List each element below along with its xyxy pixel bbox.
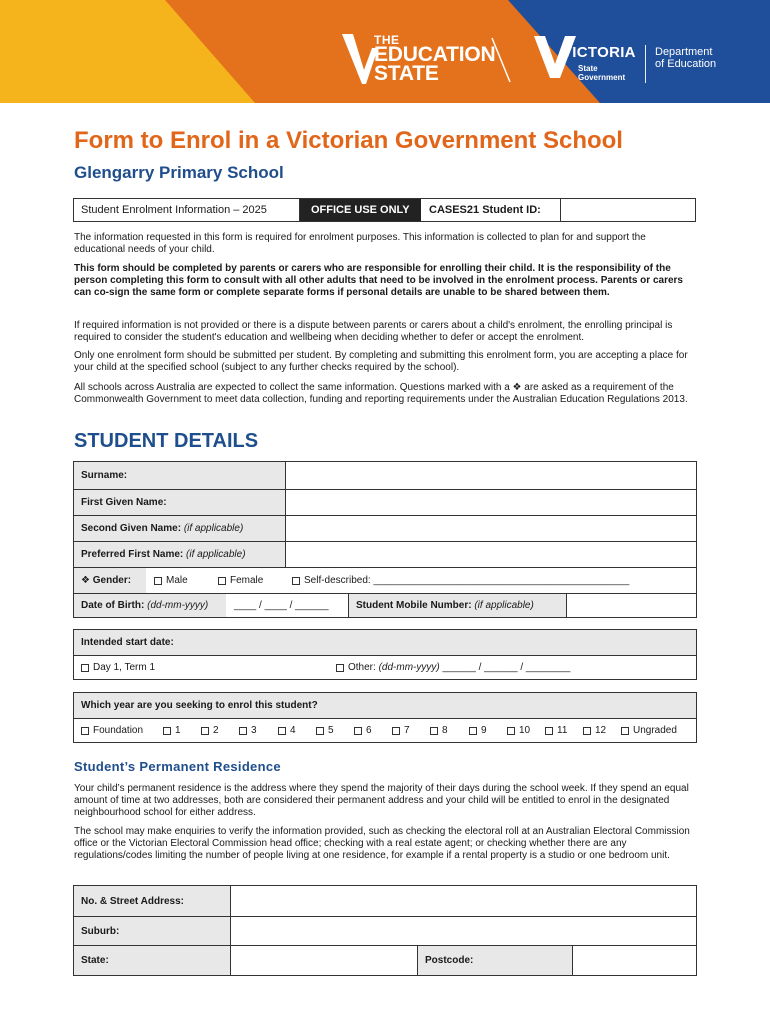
postcode-field[interactable] [573,946,696,975]
year-option[interactable] [163,719,181,742]
victoria-wordmark: VICTORIA [562,44,636,61]
preferred-first-name-note: (if applicable) [186,549,246,560]
enrolment-info-table [73,198,696,222]
year-option-label: 5 [328,725,334,736]
gender-label [74,568,146,593]
year-option[interactable] [430,719,448,742]
year-option[interactable] [621,719,677,742]
state-label-text: State: [81,955,109,966]
other-date-option[interactable] [336,656,570,679]
enrolment-info-label: Student Enrolment Information – 2025 [74,199,300,221]
year-option[interactable] [316,719,334,742]
suburb-label [74,917,230,945]
start-date-options-row [74,655,696,679]
residence-paragraph: Your child’s permanent residence is the address where they spend the majority of their days during the school week. If they spend an equal amount of time at two addresses, both are considered their permanent address and your child will be entitled to enrol in the designated neighbourhood school for either address. [74,783,689,818]
year-option-label: 11 [557,725,568,736]
gender-label-text: ❖ Gender: [81,575,132,586]
gender-male-text: Male [166,575,188,586]
dob-blank: ____ / ____ / ______ [234,600,329,611]
suburb-label-text: Suburb: [81,925,120,937]
permanent-residence-heading: Student’s Permanent Residence [74,759,281,774]
year-option[interactable] [583,719,606,742]
checkbox-icon[interactable] [163,727,171,735]
year-level-form [73,692,697,743]
gender-female-option[interactable] [218,568,263,593]
of-education-text: of Education [655,58,717,70]
logo-education-text: EDUCATION [374,43,496,66]
suburb-row [74,916,696,945]
second-given-name-field[interactable] [286,516,696,541]
year-option-label: Foundation [93,725,144,736]
year-option[interactable] [201,719,219,742]
first-given-name-label [74,490,285,515]
checkbox-icon[interactable] [316,727,324,735]
preferred-first-name-label [74,542,285,567]
preferred-first-name-label-text: Preferred First Name: [81,549,184,560]
surname-field[interactable] [286,462,696,489]
year-option[interactable] [354,719,372,742]
mobile-note: (if applicable) [474,600,534,611]
dob-field[interactable] [234,594,329,617]
first-given-name-row [74,489,696,515]
gender-self-described-option[interactable] [292,568,629,593]
checkbox-icon[interactable] [278,727,286,735]
year-level-header-row [74,693,696,718]
checkbox-icon[interactable] [239,727,247,735]
state-label [74,946,230,975]
checkbox-icon[interactable] [583,727,591,735]
day1-term1-text: Day 1, Term 1 [93,662,156,673]
mobile-label [349,594,566,617]
one-form-paragraph: Only one enrolment form should be submitted per student. By completing and submitting this enrolment form, you are accepting a place for your child at the specified school (subject to any further checks required by the school). [74,350,688,373]
cases21-id-label: CASES21 Student ID: [421,199,561,221]
header-banner [0,0,770,103]
second-given-name-label [74,516,285,541]
year-option-label: 4 [290,725,296,736]
year-option-label: Ungraded [633,725,677,736]
postcode-label [418,946,572,975]
verification-paragraph: The school may make enquiries to verify the information provided, such as checking the electoral roll at an Australian Electoral Commission office or the Victorian Electoral Commission head office; checking with a real estate agent; or checking whether there are any regulations/codes limiting the number of people living at one residence, for example if a rental property is a studio or one bedroom unit. [74,826,690,861]
year-option-label: 8 [442,725,448,736]
checkbox-icon[interactable] [392,727,400,735]
suburb-field[interactable] [231,917,696,945]
postcode-label-text: Postcode: [425,955,474,966]
year-option[interactable] [469,719,487,742]
year-option[interactable] [545,719,567,742]
gender-female-text: Female [230,575,264,586]
surname-row [74,462,696,489]
checkbox-icon[interactable] [336,664,344,672]
gender-male-option[interactable] [154,568,188,593]
checkbox-icon[interactable] [81,727,89,735]
year-option[interactable] [81,719,143,742]
preferred-first-name-field[interactable] [286,542,696,567]
dob-note: (dd-mm-yyyy) [147,600,209,611]
year-option-label: 3 [251,725,257,736]
state-text: State [578,64,598,73]
year-option-label: 10 [519,725,531,736]
surname-label-text: Surname: [81,470,128,481]
address-form [73,885,697,976]
state-government-text [578,64,625,82]
department-text: Department [655,46,713,58]
second-given-name-note: (if applicable) [183,523,244,534]
street-label-text: No. & Street Address: [81,895,184,907]
year-option-label: 9 [481,725,487,736]
start-date-form [73,629,697,680]
year-option[interactable] [507,719,530,742]
state-field[interactable] [231,946,417,975]
responsibility-paragraph: This form should be completed by parents or carers who are responsible for enrolling their child. It is the responsibility of the person completing this form to consult with all other adults that need to be involved in the enrolment process. Parents or carers can co-sign the same form or complete separate forms if personal details are unable to be shared between them. [74,263,683,298]
checkbox-icon[interactable] [507,727,515,735]
year-option[interactable] [239,719,257,742]
checkbox-icon[interactable] [545,727,553,735]
start-date-header-row [74,630,696,655]
mobile-field[interactable] [567,594,696,617]
checkbox-icon[interactable] [430,727,438,735]
second-given-name-label-text: Second Given Name: [81,523,182,534]
other-date-note: (dd-mm-yyyy) [378,662,440,673]
government-text: Government [578,73,626,82]
commonwealth-paragraph: All schools across Australia are expected to collect the same information. Questions marked with a ❖ are asked as a requirement of the Commonwealth Government to meet data collection, funding and reporting requirements under the Australian Education Regulations 2013. [74,382,688,405]
dob-label-text: Date of Birth: [81,600,145,611]
checkbox-icon[interactable] [218,577,226,585]
checkbox-icon[interactable] [81,664,89,672]
checkbox-icon[interactable] [154,577,162,585]
year-level-label [81,693,318,718]
day1-term1-option[interactable] [81,656,155,679]
office-use-only-label: OFFICE USE ONLY [300,199,421,221]
first-given-name-label-text: First Given Name: [81,497,167,508]
checkbox-icon[interactable] [201,727,209,735]
student-details-form [73,461,697,618]
gender-row [74,567,696,593]
logo-divider [645,45,646,83]
year-option-label: 2 [213,725,219,736]
student-details-heading: STUDENT DETAILS [74,430,259,452]
dob-row [74,593,696,617]
year-level-label-text: Which year are you seeking to enrol this student? [81,700,318,711]
logo-the-text: THE [374,33,400,47]
page-title: Form to Enrol in a Victorian Government School [74,127,623,154]
street-row [74,886,696,916]
year-option-label: 1 [175,725,181,736]
state-postcode-row [74,945,696,975]
dispute-paragraph: If required information is not provided or there is a dispute between parents or carers about a child's enrolment, the enrolling principal is required to consider the student's education and wellbeing when deciding whether to defer or accept the enrolment. [74,320,673,343]
checkbox-icon[interactable] [354,727,362,735]
mobile-label-text: Student Mobile Number: [356,600,472,611]
other-date-blank: ______ / ______ / ________ [442,662,571,673]
cases21-id-field[interactable] [561,199,695,221]
preferred-first-name-row [74,541,696,567]
department-of-education-text [655,46,716,70]
year-option[interactable] [392,719,410,742]
logo-state-text: STATE [374,62,439,85]
year-option-label: 7 [404,725,410,736]
school-name: Glengarry Primary School [74,163,284,182]
other-date-label: Other: [348,662,376,673]
street-field[interactable] [231,886,696,916]
checkbox-icon[interactable] [621,727,629,735]
gender-self-described-text: Self-described: ______________________________________________ [304,575,630,586]
second-given-name-row [74,515,696,541]
start-date-label [81,630,174,655]
surname-label [74,462,285,489]
first-given-name-field[interactable] [286,490,696,515]
street-label [74,886,230,916]
checkbox-icon[interactable] [469,727,477,735]
dob-label [74,594,226,617]
year-option-label: 12 [595,725,607,736]
year-option[interactable] [278,719,296,742]
checkbox-icon[interactable] [292,577,300,585]
year-option-label: 6 [366,725,372,736]
intro-paragraph: The information requested in this form is required for enrolment purposes. This information is collected to plan for and support the educational needs of your child. [74,232,646,255]
year-level-options-row [74,718,696,742]
start-date-label-text: Intended start date: [81,637,174,648]
